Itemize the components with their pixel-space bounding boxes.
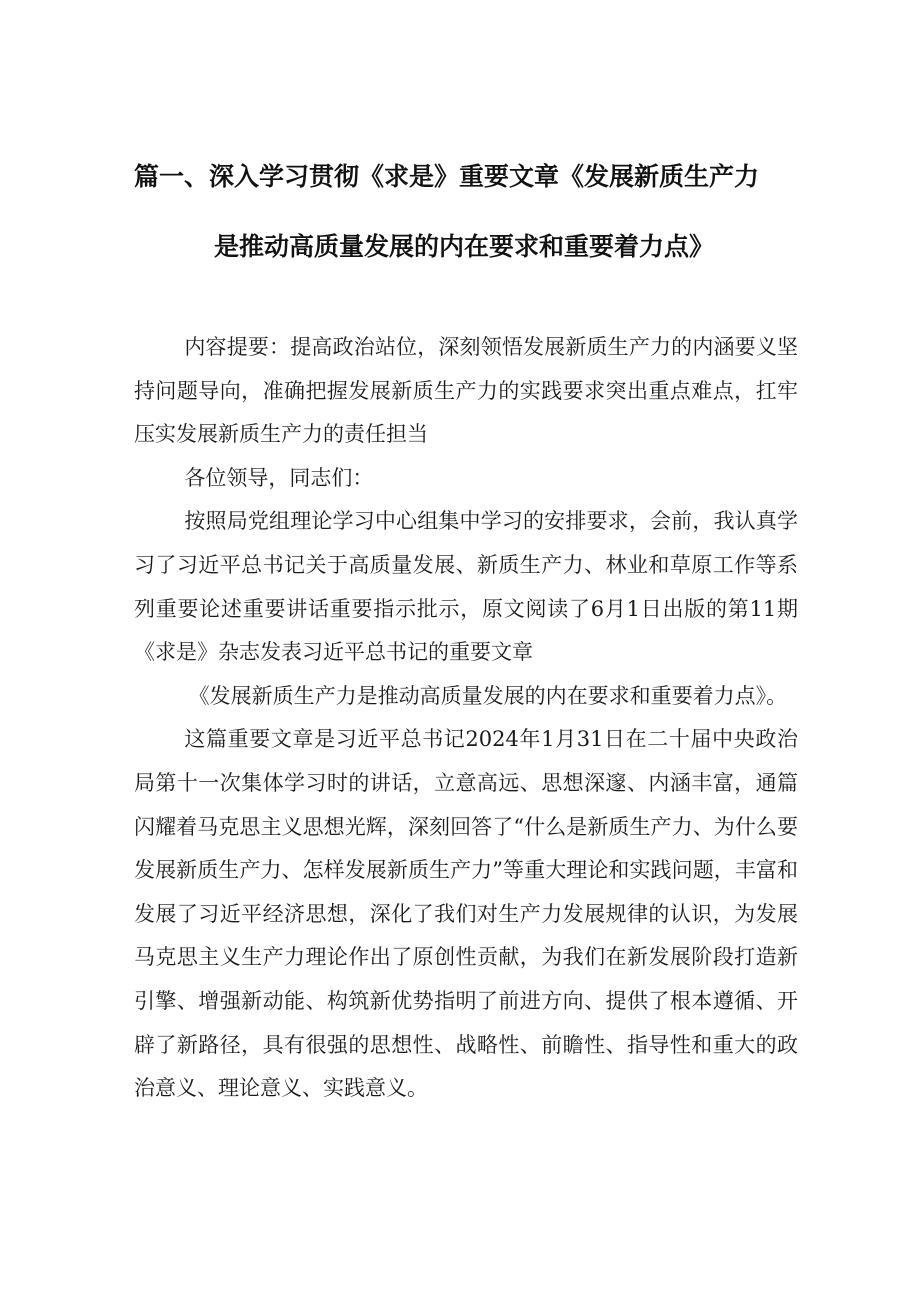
document-title-line-2: 是推动高质量发展的内在要求和重要着力点》 — [213, 232, 714, 261]
body-paragraph: 这篇重要文章是习近平总书记2024年1月31日在二十届中央政治局第十一次集体学习时的讲话，立意高远、思想深邃、内涵丰富，通篇闪耀着马克思主义思想光辉，深刻回答了“什么是新质生产力、为什么要发展新质生产力、怎样发展新质生产力”等重大理论和实践问题，丰富和发展了习近平经济思想，深化了我们对生产力发展规律的认识，为发展马克思主义生产力理论作出了原创性贡献，为我们在新发展阶段打造新引擎、增强新动能、构筑新优势指明了前进方向、提供了根本遵循、开辟了新路径，具有很强的思想性、战略性、前瞻性、指导性和重大的政治意义、理论意义、实践意义。 — [134, 727, 798, 1101]
article-title-paragraph: 《发展新质生产力是推动高质量发展的内在要求和重要着力点》。 — [188, 683, 788, 708]
body-paragraph: 按照局党组理论学习中心组集中学习的安排要求，会前，我认真学习了习近平总书记关于高质量发展、新质生产力、林业和草原工作等系列重要论述重要讲话重要指示批示，原文阅读了6月1日出版的第11期《求是》杂志发表习近平总书记的重要文章 — [134, 509, 798, 665]
document-body — [134, 326, 798, 1111]
summary-paragraph: 内容提要：提高政治站位，深刻领悟发展新质生产力的内涵要义坚持问题导向，准确把握发展新质生产力的实践要求突出重点难点，扛牢压实发展新质生产力的责任担当 — [134, 335, 798, 447]
salutation-paragraph: 各位领导，同志们： — [184, 465, 374, 490]
document-title-line-1: 篇一、深入学习贯彻《求是》重要文章《发展新质生产力 — [134, 162, 760, 191]
